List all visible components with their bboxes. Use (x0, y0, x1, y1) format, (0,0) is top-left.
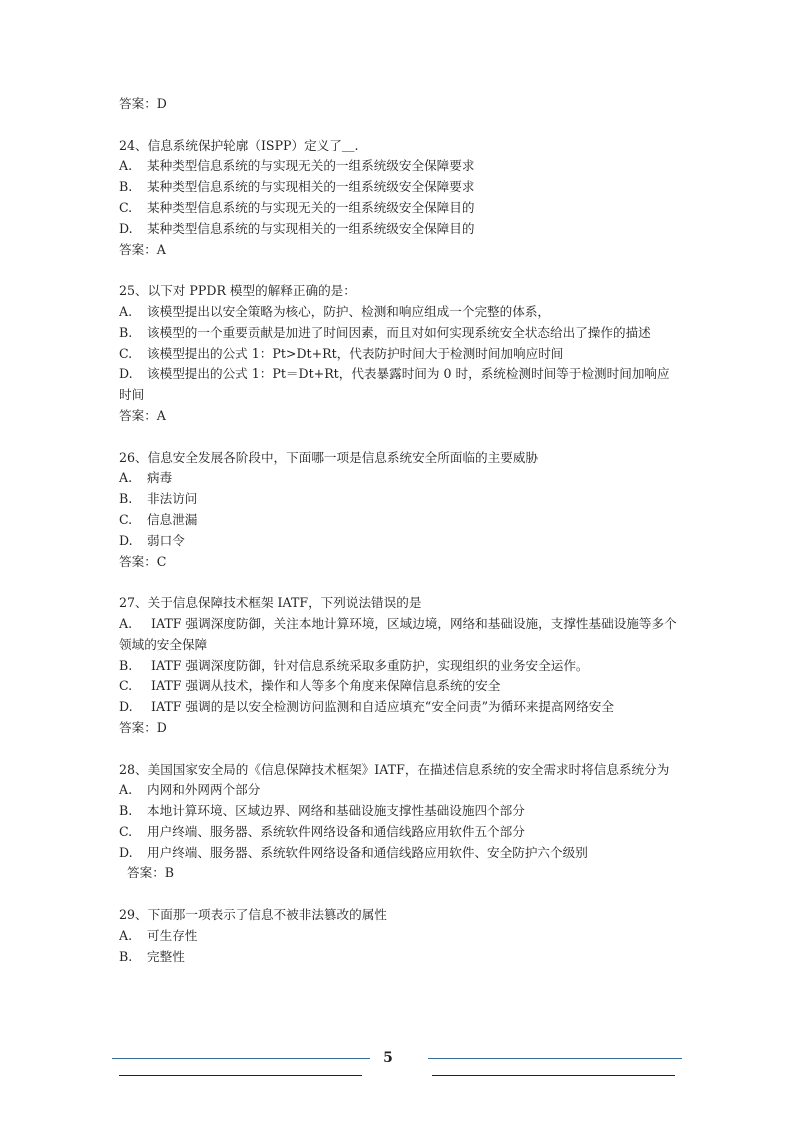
option-c: C. 该模型提出的公式 1：Pt>Dt+Rt，代表防护时间大于检测时间加响应时间 (119, 345, 564, 361)
answer: 答案：A (119, 407, 166, 423)
answer: 答案：A (119, 241, 166, 257)
answer: 答案：C (119, 553, 167, 569)
option-b: B. IATF 强调深度防御，针对信息系统采取多重防护，实现组织的业务安全运作。 (119, 657, 589, 673)
document-body (119, 94, 679, 967)
option-d: D. 弱口令 (119, 532, 185, 548)
question-28 (119, 760, 679, 885)
option-a: A. 病毒 (119, 470, 173, 486)
option-c: C. 信息泄漏 (119, 511, 198, 527)
option-a: A. 内网和外网两个部分 (119, 782, 261, 798)
option-c: C. IATF 强调从技术，操作和人等多个角度来保障信息系统的安全 (119, 678, 501, 694)
page-number: 5 (383, 1050, 393, 1066)
question-stem: 26、信息安全发展各阶段中，下面哪一项是信息系统安全所面临的主要威胁 (119, 449, 539, 465)
question-24 (119, 136, 679, 261)
question-stem: 28、美国国家安全局的《信息保障技术框架》IATF，在描述信息系统的安全需求时将信息系统分为 (119, 761, 670, 777)
option-a: A. 可生存性 (119, 927, 198, 943)
question-25 (119, 281, 679, 427)
spacer (119, 260, 679, 281)
option-d: D. 用户终端、服务器、系统软件网络设备和通信线路应用软件、安全防护六个级别 (119, 844, 588, 860)
option-a: A. IATF 强调深度防御，关注本地计算环境，区域边境，网络和基础设施，支撑性基础设施等多个领域的安全保障 (119, 615, 677, 652)
footer-rule-left (119, 1075, 362, 1076)
option-d: D. 某种类型信息系统的与实现相关的一组系统级安全保障目的 (119, 220, 475, 236)
option-b: B. 完整性 (119, 948, 185, 964)
question-26 (119, 448, 679, 573)
option-b: B. 该模型的一个重要贡献是加进了时间因素，而且对如何实现系统安全状态给出了操作的描述 (119, 324, 651, 340)
question-stem: 24、信息系统保护轮廓（ISPP）定义了＿. (119, 137, 359, 153)
option-b: B. 某种类型信息系统的与实现相关的一组系统级安全保障要求 (119, 179, 475, 195)
question-stem: 27、关于信息保障技术框架 IATF，下列说法错误的是 (119, 595, 422, 611)
question-stem: 29、下面那一项表示了信息不被非法篡改的属性 (119, 907, 387, 923)
page-footer (0, 1040, 794, 1100)
answer: 答案：B (127, 865, 175, 881)
option-b: B. 本地计算环境、区域边界、网络和基础设施支撑性基础设施四个部分 (119, 803, 525, 819)
option-a: A. 某种类型信息系统的与实现无关的一组系统级安全保障要求 (119, 158, 475, 174)
question-stem: 25、以下对 PPDR 模型的解释正确的是： (119, 283, 356, 299)
answer: 答案：D (119, 719, 167, 735)
option-a: A. 该模型提出以安全策略为核心，防护、检测和响应组成一个完整的体系， (119, 303, 550, 319)
option-c: C. 某种类型信息系统的与实现无关的一组系统级安全保障目的 (119, 199, 475, 215)
question-27 (119, 593, 679, 739)
spacer (119, 739, 679, 760)
spacer (119, 115, 679, 136)
option-d: D. IATF 强调的是以安全检测访问监测和自适应填充“安全问责”为循环来提高网络安全 (119, 699, 614, 715)
footer-rule-left-blue (112, 1058, 370, 1059)
option-d: D. 该模型提出的公式 1：Pt＝Dt+Rt，代表暴露时间为 0 时，系统检测时间等于检测时间加响应时间 (119, 366, 670, 403)
option-b: B. 非法访问 (119, 491, 198, 507)
spacer (119, 884, 679, 905)
option-c: C. 用户终端、服务器、系统软件网络设备和通信线路应用软件五个部分 (119, 823, 525, 839)
answer-23: 答案：D (119, 96, 167, 111)
footer-rule-right (432, 1075, 675, 1076)
question-29 (119, 905, 679, 967)
spacer (119, 427, 679, 448)
footer-rule-right-blue (428, 1058, 682, 1059)
spacer (119, 572, 679, 593)
